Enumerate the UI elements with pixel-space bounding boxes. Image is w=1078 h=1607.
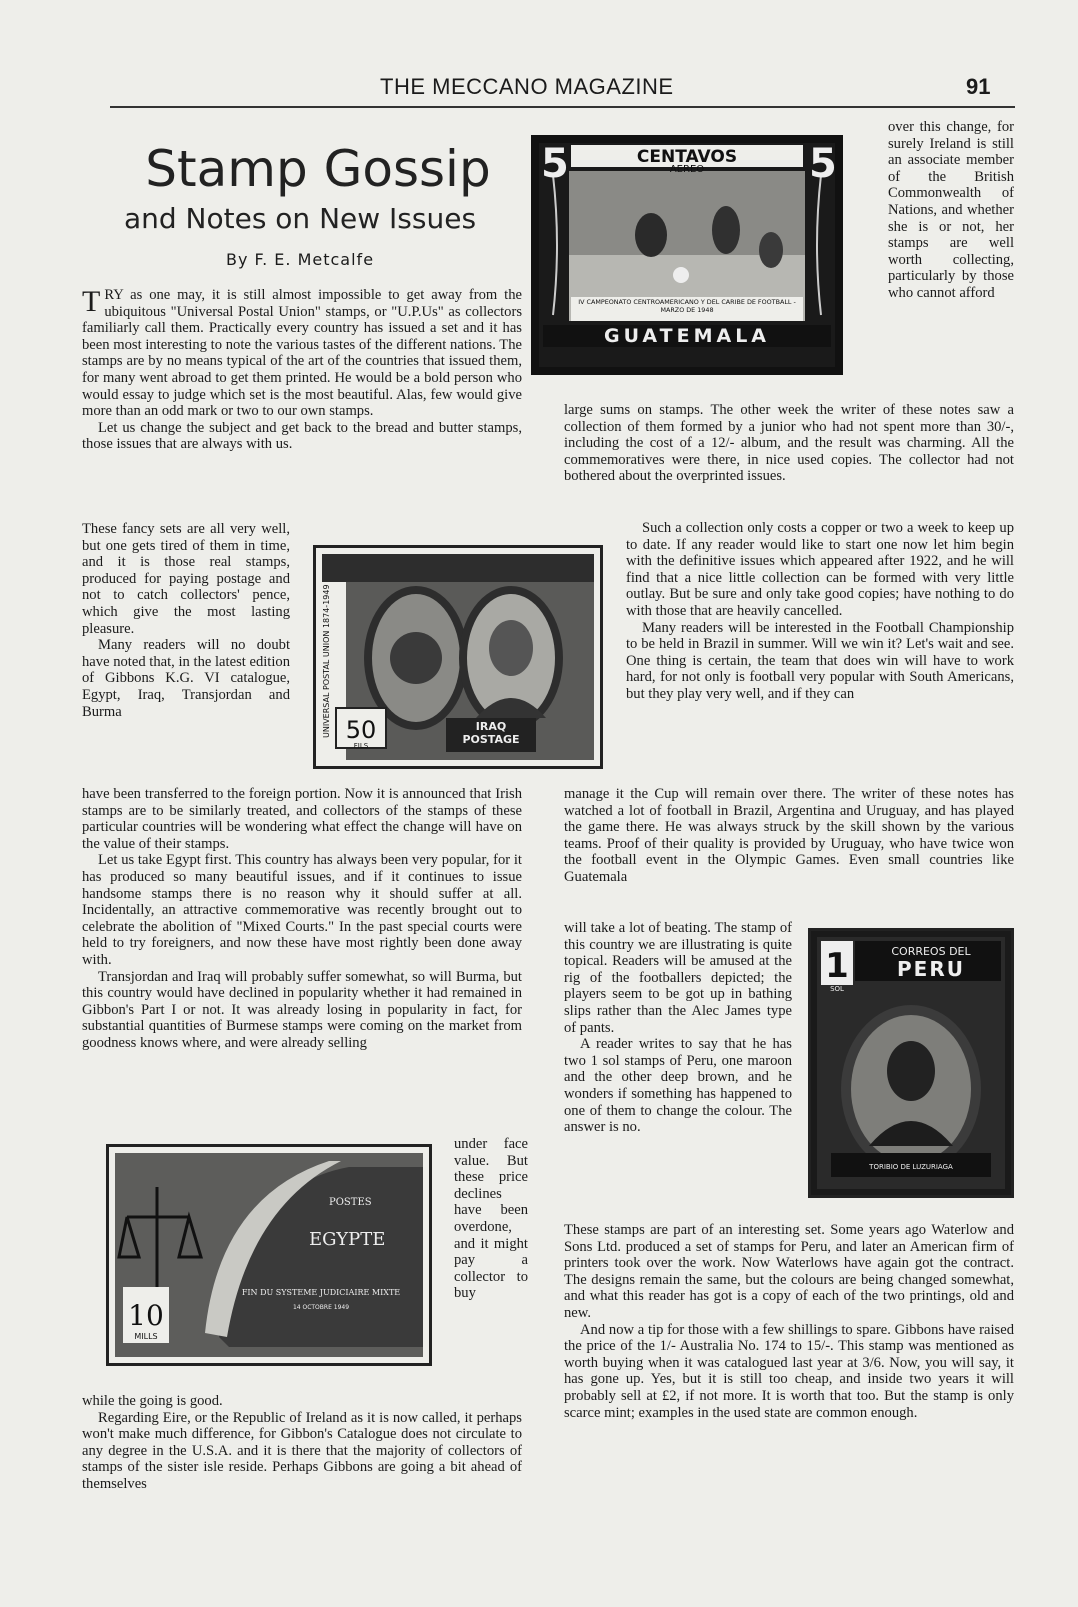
article-byline: By F. E. Metcalfe xyxy=(225,250,375,269)
guatemala-value-left: 5 xyxy=(541,141,569,187)
right-column-end xyxy=(564,1222,1014,1421)
iraq-value: 50 xyxy=(345,716,377,744)
left-paragraph-6: Let us take Egypt first. This country has always been very popular, for it has produced so many beautiful issues, and if it continues to issue handsome stamps there is no reason why it should suffer at all. Incidentally, an attractive commemorative was recently brought out to celebrate the abolition of "Mixed Courts." In the past special courts were held to try foreigners, and now these have most rightly been done away with. xyxy=(82,852,522,968)
left-paragraph-3: These fancy sets are all very well, but one gets tired of them in time, and it is those real stamps, produced for paying postage and not to catch collectors' pence, which give the most lasting pleasure. xyxy=(82,521,290,637)
iraq-stamp-image xyxy=(313,545,603,769)
left-paragraph-5: have been transferred to the foreign portion. Now it is announced that Irish stamps are to be similarly treated, and collectors of the stamps of these particular countries will be wondering what effect the change will have on the value of their stamps. xyxy=(82,786,522,852)
left-column-mid xyxy=(82,786,522,1052)
right-paragraph-7: A reader writes to say that he has two 1 sol stamps of Peru, one maroon and the other deep brown, and he wonders if something has happened to one of them to change the colour. The answer is no. xyxy=(564,1036,792,1136)
iraq-fils: FILS xyxy=(353,742,369,750)
iraq-upu-text: UNIVERSAL POSTAL UNION 1874-1949 xyxy=(322,584,331,738)
right-column-narrow xyxy=(564,920,792,1136)
left-paragraph-10: Regarding Eire, or the Republic of Ireland as it is now called, it perhaps won't make much difference, for Gibbon's Catalogue does not circulate to any degree in the U.S.A. and it is there that the majority of collectors of stamps of the sister isle reside. Perhaps Gibbons are going a bit ahead of themselves xyxy=(82,1409,522,1492)
header-rule xyxy=(110,106,1015,108)
guatemala-value-right: 5 xyxy=(809,141,837,187)
article-subtitle: and Notes on New Issues xyxy=(123,202,477,235)
right-paragraph-9: And now a tip for those with a few shillings to spare. Gibbons have raised the price of the 1/- Australia No. 174 to 15/-. This stamp was mentioned as worth buying when it was catalogued last year at 3/6. Now, you will say, it has gone up. Yes, but it is still too cheap, and inside two years it will probably sell at £2, if not more. It is worth that too. But the stamp is only scarce mint; examples in the used state are common enough. xyxy=(564,1321,1014,1421)
guatemala-country: GUATEMALA xyxy=(603,325,771,347)
peru-stamp-image xyxy=(808,928,1014,1198)
peru-value: 1 xyxy=(825,946,849,986)
right-column-wrap xyxy=(626,520,1014,703)
right-paragraph-3: Such a collection only costs a copper or two a week to keep up to date. If any reader would like to start one now let him begin with the definitive issues which appeared after 1922, and he will find that a nice little collection can be formed with very little outlay. But be sure and only take good copies; have nothing to do with those that are heavily cancelled. xyxy=(626,520,1014,619)
left-column-end xyxy=(82,1393,522,1493)
right-paragraph-4: Many readers will be interested in the Football Championship to be held in Brazil in summer. Will we win it? Let's wait and see. One thing is certain, the team that does win will have to work hard, for not only is football very popular with South Americans, but they play very well, and if they can xyxy=(626,619,1014,702)
egypt-date: 14 OCTOBRE 1949 xyxy=(292,1304,350,1311)
egypt-country: EGYPTE xyxy=(309,1229,386,1250)
egypt-stamp-image xyxy=(106,1144,432,1366)
left-column-intro: TRY as one may, it is still almost impossible to get away from the ubiquitous "Universal Postal Union" stamps, or "U.P.Us" as collectors familiarly call them. Practically every country has issued a set and it has been most interesting to note the various tastes of the different nations. The stamps are by no means typical of the art of the countries that issued them, for many went abroad to get them printed. He would be a bold person who would essay to judge which set is the most beautiful. Alas, few would give more than an odd mark or two to our own stamps. Let us change the subject and get back to the bread and butter stamps, those issues that are always with us. xyxy=(82,285,522,453)
peru-correos: CORREOS DEL xyxy=(891,945,971,958)
peru-name: TORIBIO DE LUZURIAGA xyxy=(869,1163,953,1171)
article-title: Stamp Gossip xyxy=(145,140,491,198)
peru-country: PERU xyxy=(897,957,965,981)
right-paragraph-6: will take a lot of beating. The stamp of this country we are illustrating is quite topical. Readers will be amused at the rig of the footballers depicted; the players seem to be got up in bathing slips rather than the Alec James type of pants. xyxy=(564,920,792,1036)
peru-sol: SOL xyxy=(830,985,844,993)
right-column-main xyxy=(564,402,1014,485)
right-column-top xyxy=(888,119,1014,302)
right-column-mid xyxy=(564,786,1014,886)
left-paragraph-7: Transjordan and Iraq will probably suffer somewhat, so will Burma, but this country would have declined in popularity whether it had remained in Gibbon's Part I or not. It was already losing in popularity in fact, for substantial quantities of Burmese stamps were coming on the market from goodness knows where, and were already selling xyxy=(82,968,522,1051)
guatemala-event: IV CAMPEONATO CENTROAMERICANO Y DEL CARIBE DE FOOTBALL - MARZO DE 1948 xyxy=(578,298,796,314)
left-paragraph-2: Let us change the subject and get back to the bread and butter stamps, those issues that are always with us. xyxy=(82,419,522,453)
guatemala-stamp-image xyxy=(531,135,843,375)
egypt-postes: POSTES xyxy=(329,1197,372,1208)
left-paragraph-9: while the going is good. xyxy=(82,1393,223,1409)
left-paragraph-1: RY as one may, it is still almost impossible to get away from the ubiquitous "Universal Postal Union" stamps, or "U.P.Us" as collectors familiarly call them. Practically every country has issued a set and it has been most interesting to note the various tastes of the different nations. The stamps are by no means typical of the art of the countries that issued them, for many went abroad to get them printed. He would be a bold person who would essay to judge which set is the most beautiful. Alas, few would give more than an odd mark or two to our own stamps. xyxy=(82,287,522,420)
right-paragraph-2: large sums on stamps. The other week the writer of these notes saw a collection of them formed by a junior who had not spent more than 30/-, including the cost of a 12/- album, and the result was charming. All the commemoratives were there, in nice used copies. The collector had not bothered about the overprinted issues. xyxy=(564,402,1014,485)
guatemala-centavos: CENTAVOS xyxy=(636,147,738,167)
iraq-country: IRAQ POSTAGE xyxy=(462,720,520,746)
egypt-value: 10 xyxy=(128,1299,164,1332)
left-paragraph-8: under face value. But these price declines have been overdone, and it might pay a collector to buy xyxy=(454,1136,528,1302)
left-paragraph-4: Many readers will no doubt have noted that, in the latest edition of Gibbons K.G. VI catalogue, Egypt, Iraq, Transjordan and Burma xyxy=(82,637,290,720)
egypt-line: FIN DU SYSTEME JUDICIAIRE MIXTE xyxy=(241,1288,401,1297)
right-paragraph-1: over this change, for surely Ireland is still an associate member of the British Commonwealth of Nations, and whether she is or not, her stamps are well worth collecting, particularly by those who cannot afford xyxy=(888,119,1014,301)
guatemala-aereo: AEREO xyxy=(669,164,705,175)
egypt-mills: MILLS xyxy=(134,1332,158,1341)
magazine-header: THE MECCANO MAGAZINE xyxy=(380,74,674,99)
left-column-narrow xyxy=(82,521,290,720)
right-paragraph-8: These stamps are part of an interesting set. Some years ago Waterlow and Sons Ltd. produced a set of stamps for Peru, and later an American firm of printers took over the work. Now Waterlows have again got the contract. The designs remain the same, but the colours are being changed somewhat, and what this reader has got is a copy of each of the two printings, old and new. xyxy=(564,1222,1014,1321)
right-paragraph-5: manage it the Cup will remain over there. The writer of these notes has watched a lot of football in Brazil, Argentina and Uruguay, and has played the game there. He was always struck by the skill shown by the various teams. Proof of their quality is provided by Uruguay, who have twice won the football event in the Olympic Games. Even small countries like Guatemala xyxy=(564,786,1014,885)
page-number: 91 xyxy=(966,74,991,99)
left-column-side xyxy=(454,1136,528,1302)
